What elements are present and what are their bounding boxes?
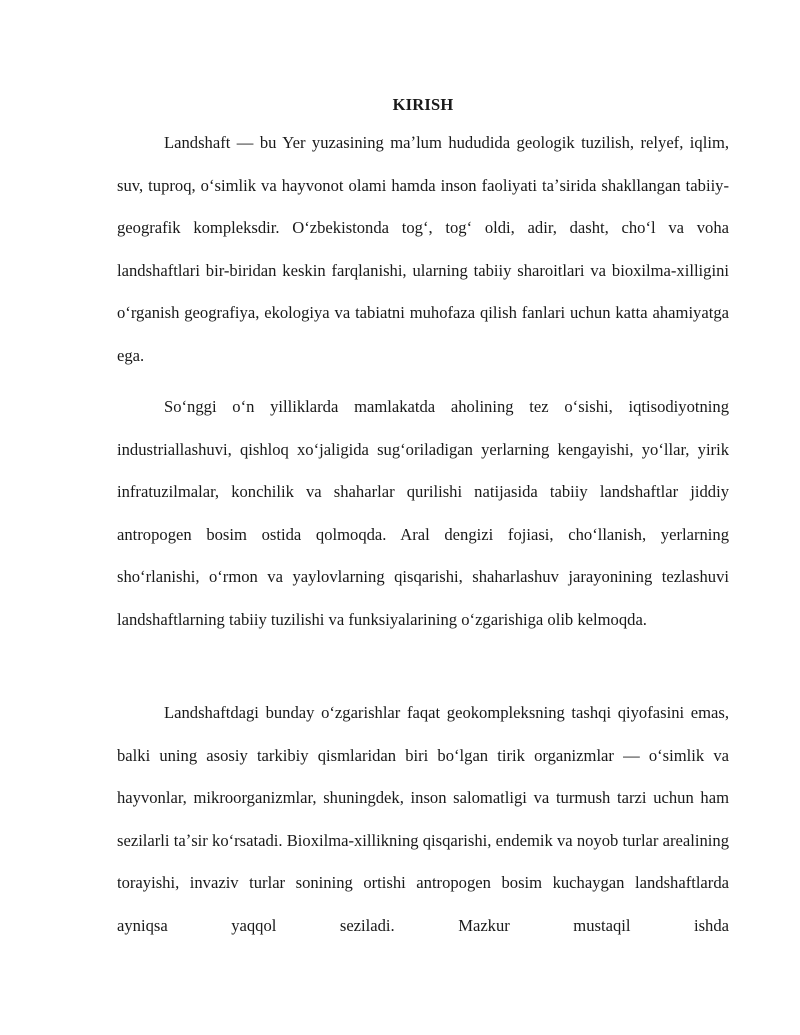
paragraph-landshaft-definition: Landshaft — bu Yer yuzasining maʼlum hududida geologik tuzilish, relyef, iqlim, suv, tuproq, oʻsimlik va hayvonot olami hamda inson faoliyati taʼsirida shakllangan tabiiy-geografik kompleksdir. Oʻzbekistonda togʻ, togʻ oldi, adir, dasht, choʻl va voha landshaftlari bir-biridan keskin farqlanishi, ularning tabiiy sharoitlari va bioxilma-xilligini oʻrganish geografiya, ekologiya va tabiatni muhofaza qilish fanlari uchun katta ahamiyatga ega. <box>117 133 729 365</box>
paragraph-landscape-changes: Landshaftdagi bunday oʻzgarishlar faqat geokompleksning tashqi qiyofasini emas, balki uning asosiy tarkibiy qismlaridan biri boʻlgan tirik organizmlar — oʻsimlik va hayvonlar, mikroorganizmlar, shuningdek, inson salomatligi va turmush tarzi uchun ham sezilarli taʼsir koʻrsatadi. Bioxilma-xillikning qisqarishi, endemik va noyob turlar arealining torayishi, invaziv turlar sonining ortishi antropogen bosim kuchaygan landshaftlarda ayniqsa yaqqol seziladi. Mazkur mustaqil ishda <box>117 703 729 935</box>
paragraph-anthropogenic-pressure: Soʻnggi oʻn yilliklarda mamlakatda aholining tez oʻsishi, iqtisodiyotning industriallashuvi, qishloq xoʻjaligida sugʻoriladigan yerlarning kengayishi, yoʻllar, yirik infratuzilmalar, konchilik va shaharlar qurilishi natijasida tabiiy landshaftlar jiddiy antropogen bosim ostida qolmoqda. Aral dengizi fojiasi, choʻllanish, yerlarning shoʻrlanishi, oʻrmon va yaylovlarning qisqarishi, shaharlashuv jarayonining tezlashuvi landshaftlarning tabiiy tuzilishi va funksiyalarining oʻzgarishiga olib kelmoqda. <box>117 397 729 629</box>
section-heading: KIRISH <box>392 95 454 114</box>
